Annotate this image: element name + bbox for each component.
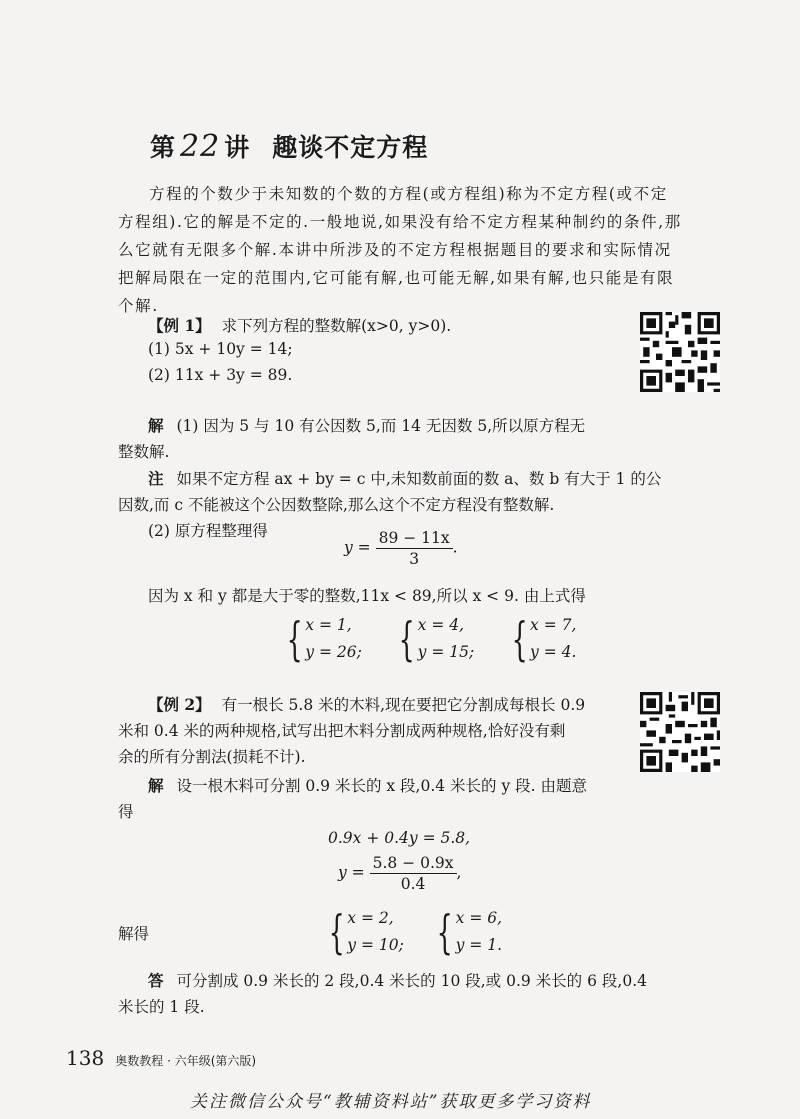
ex1-sol2-y: y = 15; — [417, 643, 475, 661]
title-lecture: 讲 — [224, 133, 251, 162]
ex1-label: 【例 1】 — [148, 316, 211, 335]
ex1-fraction — [376, 528, 453, 569]
ex1-prompt: 求下列方程的整数解(x>0, y>0). — [221, 317, 452, 335]
page-footer — [66, 1046, 256, 1070]
title-prefix: 第 — [150, 133, 177, 162]
ex2-sol-label: 解 — [148, 776, 164, 795]
ex1-sol-text1: (1) 因为 5 与 10 有公因数 5,而 14 无因数 5,所以原方程无 — [176, 417, 586, 435]
ex2-answer-line1 — [148, 969, 647, 991]
ex2-text1: 有一根长 5.8 米的木料,现在要把它分割成每根长 0.9 — [221, 696, 586, 714]
ex1-heading — [148, 314, 451, 336]
ex2-solve-label: 解得 — [118, 925, 150, 943]
ex2-eq2-denominator: 0.4 — [400, 875, 426, 893]
ex1-note-label: 注 — [148, 469, 164, 488]
ex2-sol-text1: 设一根木料可分割 0.9 米长的 x 段,0.4 米长的 y 段. 由题意 — [176, 777, 588, 795]
qr-code-icon — [640, 692, 720, 772]
ex1-equation — [344, 528, 458, 569]
ex1-solution-system: { x = 4, y = 15; — [392, 629, 485, 648]
ex1-note-text1: 如果不定方程 ax + by = c 中,未知数前面的数 a、数 b 有大于 1 的公 — [176, 470, 662, 488]
ex1-note-text2: 因数,而 c 不能被这个公因数整除,那么这个不定方程没有整数解. — [118, 496, 555, 514]
ex1-eq-lhs: y = — [344, 538, 371, 557]
intro-paragraph — [118, 180, 683, 320]
ex1-eq-end: . — [452, 538, 458, 557]
ex1-sol-text2: 整数解. — [118, 443, 170, 461]
ex1-q2: (2) 11x + 3y = 89. — [148, 366, 293, 384]
ex1-eq-numerator: 89 − 11x — [376, 528, 453, 549]
ex2-equation — [338, 853, 461, 894]
ex2-eq1: 0.9x + 0.4y = 5.8, — [328, 829, 471, 847]
ex1-sol1-y: y = 26; — [305, 643, 362, 661]
ex1-reason: 因为 x 和 y 都是大于零的整数,11x < 89,所以 x < 9. 由上式得 — [148, 587, 586, 605]
qr-code-icon — [640, 312, 720, 392]
ex2-solutions — [322, 905, 516, 959]
title-topic: 趣谈不定方程 — [272, 133, 429, 162]
ex1-solutions — [280, 612, 590, 666]
intro-text: 方程的个数少于未知数的个数的方程(或方程组)称为不定方程(或不定方程组).它的解是不定的.一般地说,如果没有给不定方程某种制约的条件,那么它就有无限多个解.本讲中所涉及的不定方程根据题目的要求和实际情况把解局限在一定的范围内,它可能有解,也可能无解,如果有解,也只能是有限个解. — [118, 185, 682, 315]
ex1-solution-system: { x = 1, y = 26; — [280, 629, 373, 648]
book-title: 奥数教程 · 六年级(第六版) — [115, 1054, 257, 1068]
ex1-solution-system: { x = 7, y = 4. — [505, 629, 590, 648]
watermark-text: 关注微信公众号“教辅资料站”获取更多学习资料 — [190, 1092, 592, 1112]
ex2-sol-text2: 得 — [118, 803, 134, 821]
title-number: 22 — [180, 129, 221, 164]
ex2-solution-system: { x = 6, y = 1. — [430, 922, 515, 941]
ex2-eq2-end: , — [456, 863, 462, 882]
ex2-fraction — [370, 853, 457, 894]
ex1-solution-line1 — [148, 414, 585, 436]
ex2-ans-label: 答 — [148, 971, 164, 990]
ex1-sol-label: 解 — [148, 416, 164, 435]
ex1-sol3-x: x = 7, — [530, 616, 577, 634]
ex1-q1: (1) 5x + 10y = 14; — [148, 340, 293, 358]
ex2-ans-text2: 米长的 1 段. — [118, 998, 205, 1016]
ex1-note-line1 — [148, 467, 661, 489]
ex2-sol1-y: y = 10; — [347, 936, 404, 954]
ex2-eq2-numerator: 5.8 − 0.9x — [370, 853, 457, 874]
ex1-sol1-x: x = 1, — [305, 616, 352, 634]
lecture-title — [150, 128, 428, 164]
ex2-solution-system: { x = 2, y = 10; — [322, 922, 415, 941]
ex1-sol2-x: x = 4, — [417, 616, 465, 634]
ex2-text3: 余的所有分割法(损耗不计). — [118, 748, 306, 766]
ex2-sol2-x: x = 6, — [455, 909, 503, 927]
ex1-eq-denominator: 3 — [409, 550, 420, 568]
ex2-solution-line1 — [148, 774, 587, 796]
page-number: 138 — [66, 1046, 105, 1070]
ex1-sol3-y: y = 4. — [530, 643, 577, 661]
ex2-ans-text1: 可分割成 0.9 米长的 2 段,0.4 米长的 10 段,或 0.9 米长的 6 段,0.4 — [176, 972, 647, 990]
ex2-label: 【例 2】 — [148, 695, 211, 714]
ex2-sol2-y: y = 1. — [455, 936, 503, 954]
ex2-eq2-lhs: y = — [338, 863, 365, 882]
ex1-part2: (2) 原方程整理得 — [148, 522, 268, 540]
ex2-sol1-x: x = 2, — [347, 909, 394, 927]
ex2-line1 — [148, 693, 585, 715]
ex2-text2: 米和 0.4 米的两种规格,试写出把木料分割成两种规格,恰好没有剩 — [118, 722, 566, 740]
